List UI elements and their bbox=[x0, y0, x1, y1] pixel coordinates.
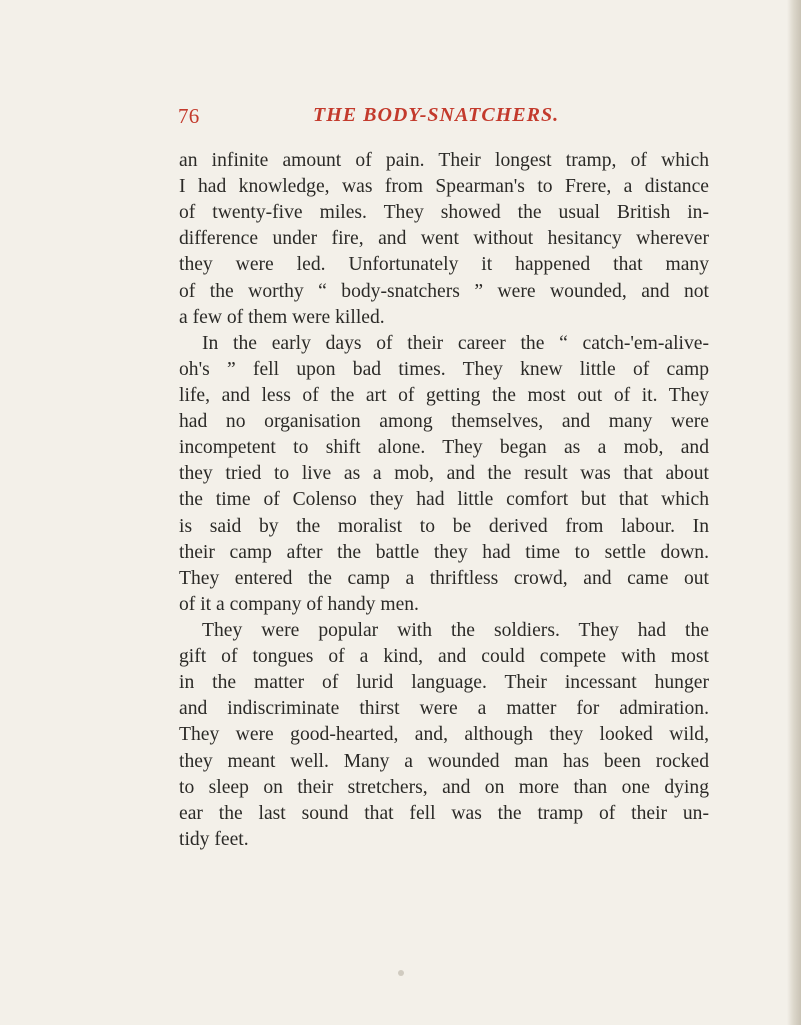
page-edge-shadow bbox=[787, 0, 801, 1025]
text-line: a few of them were killed. bbox=[179, 306, 385, 328]
text-line: is said by the moralist to be derived from labour. In bbox=[179, 515, 709, 537]
text-line: They entered the camp a thriftless crowd, and came out bbox=[179, 567, 709, 589]
text-line: of twenty-five miles. They showed the usual British in- bbox=[179, 202, 709, 224]
text-line: and indiscriminate thirst were a matter for admiration. bbox=[179, 698, 709, 720]
text-line: gift of tongues of a kind, and could compete with most bbox=[179, 646, 709, 668]
text-line: of it a company of handy men. bbox=[179, 593, 419, 615]
text-line: the time of Colenso they had little comfort but that which bbox=[179, 489, 709, 511]
text-line: of the worthy “ body-snatchers ” were wounded, and not bbox=[179, 280, 709, 302]
text-line: life, and less of the art of getting the most out of it. They bbox=[179, 384, 709, 406]
page-number: 76 bbox=[178, 104, 200, 128]
text-line: had no organisation among themselves, and many were bbox=[179, 411, 709, 433]
text-line: ear the last sound that fell was the tramp of their un- bbox=[179, 802, 709, 824]
paper-speck bbox=[398, 970, 404, 976]
text-line: to sleep on their stretchers, and on more than one dying bbox=[179, 776, 709, 798]
text-line: They were popular with the soldiers. They had the bbox=[202, 619, 709, 641]
text-line: incompetent to shift alone. They began as a mob, and bbox=[179, 437, 709, 459]
text-line: In the early days of their career the “ catch-'em-alive- bbox=[202, 332, 709, 354]
text-line: they were led. Unfortunately it happened that many bbox=[179, 254, 709, 276]
text-line: I had knowledge, was from Spearman's to Frere, a distance bbox=[179, 176, 709, 198]
text-line: oh's ” fell upon bad times. They knew little of camp bbox=[179, 358, 709, 380]
text-line: in the matter of lurid language. Their incessant hunger bbox=[179, 672, 709, 694]
running-title: THE BODY-SNATCHERS. bbox=[313, 104, 560, 126]
text-line: they meant well. Many a wounded man has been rocked bbox=[179, 750, 709, 772]
body-text bbox=[179, 148, 709, 853]
text-line: They were good-hearted, and, although they looked wild, bbox=[179, 724, 709, 746]
text-line: an infinite amount of pain. Their longest tramp, of which bbox=[179, 150, 709, 171]
text-line: difference under fire, and went without hesitancy wherever bbox=[179, 228, 709, 250]
page-header bbox=[178, 104, 570, 134]
text-line: they tried to live as a mob, and the result was that about bbox=[179, 463, 709, 485]
text-line: their camp after the battle they had time to settle down. bbox=[179, 541, 709, 563]
text-line: tidy feet. bbox=[179, 828, 249, 850]
